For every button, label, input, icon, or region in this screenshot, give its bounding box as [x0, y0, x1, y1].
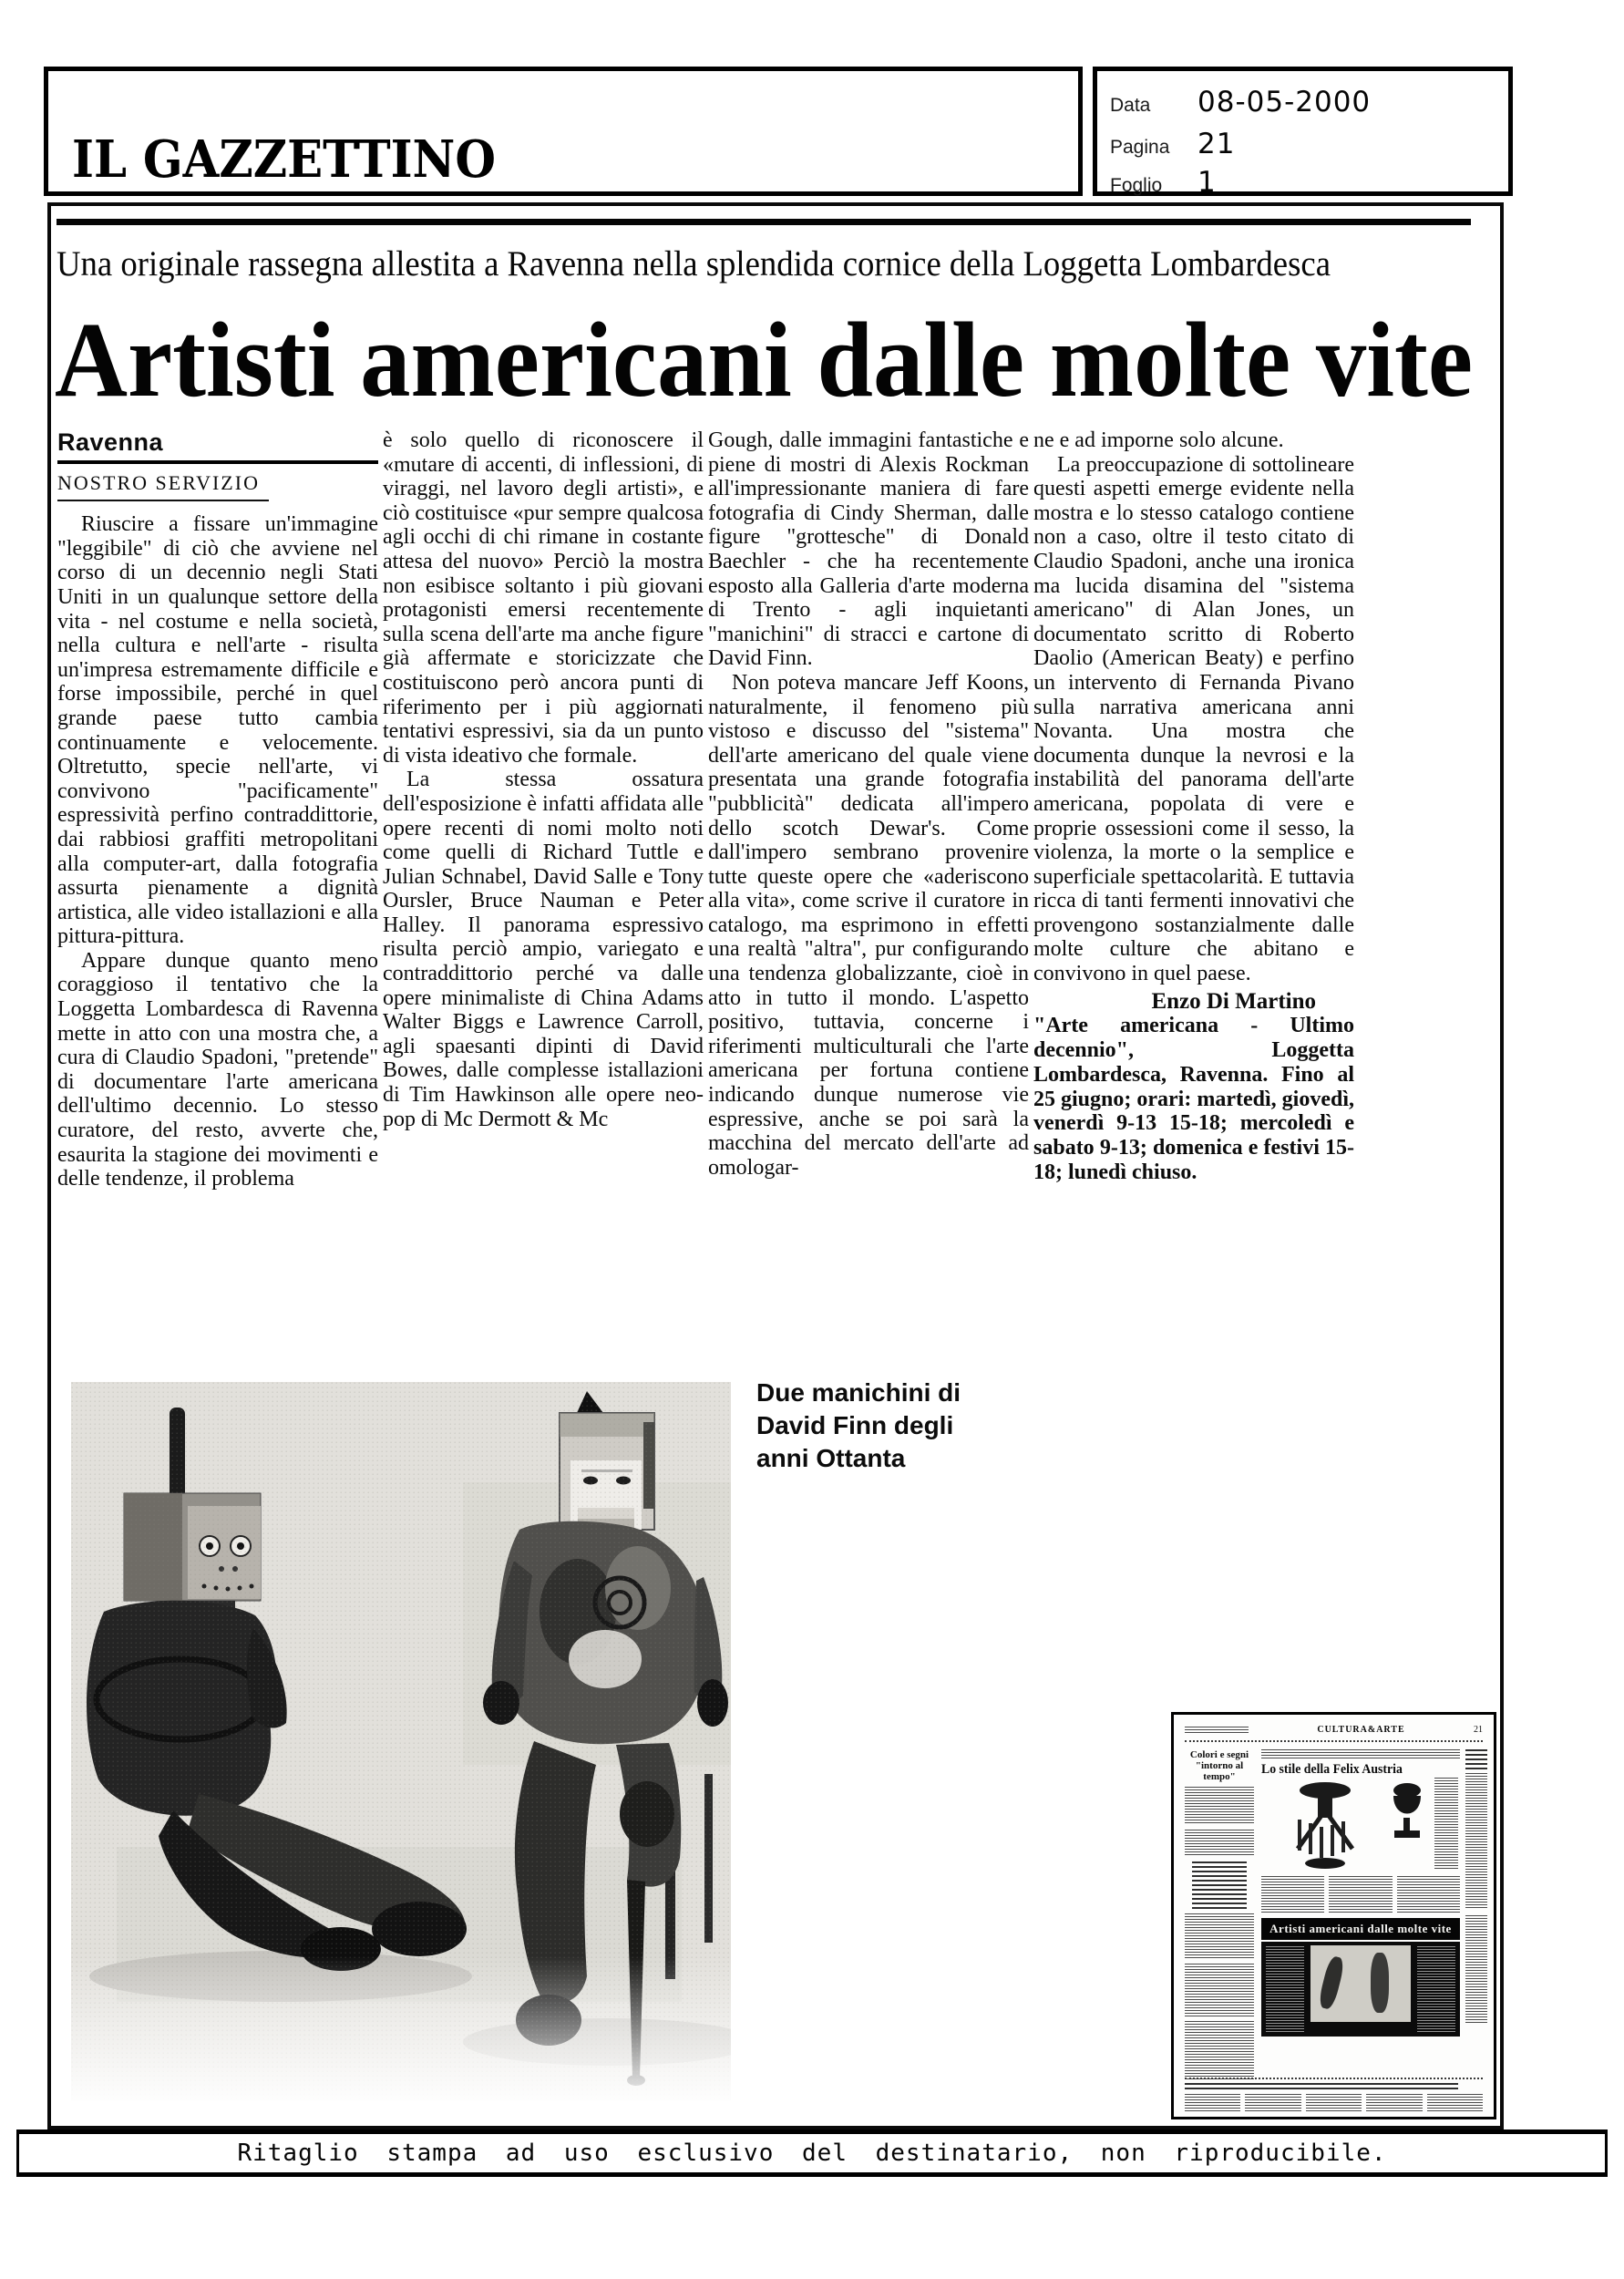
meta-row-data — [1110, 86, 1371, 119]
spacer — [1311, 2024, 1411, 2033]
article-column-1 — [57, 430, 378, 1191]
foglio-label: Foglio — [1110, 175, 1163, 196]
photo-caption — [756, 1377, 1012, 1475]
data-value: 08-05-2000 — [1197, 86, 1372, 119]
text-noise — [1185, 2021, 1254, 2079]
text-noise — [1185, 1964, 1254, 2016]
caption-noise — [1185, 2083, 1458, 2090]
paragraph: La preoccupazione di sottolineare questi aspetti emerge evidente nella mostra e lo stesso catalogo contiene non a caso, oltre il testo citato di Claudio Spadoni, anche una ironica ma lucida disamina del "sistema americano" di Alan Jones, un documentato scritto di Roberto Daolio (American Beaty) e perfino un intervento di Fernanda Pivano sulla narrativa americana anni Novanta. Una mostra che documenta dunque la nevrosi e la instabilità del panorama dell'arte americana, popolata di vere e proprie ossessioni come il sesso, la violenza, la morte o la semplice e superficiale spettacolarità. E tuttavia ricca di tanti fermenti innovativi che provengono sostanzialmente dalle molte culture che abitano e convivono in quel paese. — [1033, 452, 1354, 986]
masthead-box — [44, 67, 1083, 196]
mini-figure — [1317, 1955, 1345, 2011]
thumbnail-page-number: 21 — [1473, 1724, 1483, 1735]
divider — [1185, 1740, 1483, 1742]
text-noise — [1366, 2094, 1422, 2111]
text-noise — [1417, 1946, 1455, 2032]
thumbnail-left-column — [1185, 1749, 1254, 2079]
text-noise — [1465, 1915, 1487, 2025]
text-noise — [1306, 2094, 1362, 2111]
paragraph: Non poteva mancare Jeff Koons, naturalmente, il fenomeno più vistoso e discusso del "sistema" dell'arte americano del quale viene presentata una grande fotografia "pubblicità" dedicata all'impero dello scotch Dewar's. Come dall'impero sembrano provenire tutte queste opere che «aderiscono alla vita», come scrive il curatore in catalogo, ma esprimono in effetti una realtà "altra", pur configurando una tendenza globalizzante, cioè in atto in tutto il mondo. L'aspetto positivo, tuttavia, concerne i riferimenti multiculturali che l'arte americana per fortuna contiene indicando dunque numerose vie espressive, anche se poi sarà la macchina del mercato dell'arte ad omologar- — [708, 670, 1029, 1180]
text-noise — [1465, 1773, 1487, 1910]
text-noise — [1245, 2094, 1300, 2111]
caption-line: anni Ottanta — [756, 1444, 906, 1472]
footer-notice-strip — [16, 2129, 1608, 2177]
text-noise — [1427, 2094, 1483, 2111]
paragraph: Appare dunque quanto meno coraggioso il tentativo che la Loggetta Lombardesca di Ravenna mette in atto con una mostra che, a cura di Claudio Spadoni, "pretende" di documentare l'arte americana dell'ultimo decennio. Lo stesso curatore, del resto, avverte che, esaurita la stagione dei movimenti e delle tendenze, il problema — [57, 948, 378, 1191]
masthead-title: IL GAZZETTINO — [72, 129, 496, 190]
service-rule — [57, 500, 269, 501]
text-noise — [1397, 1876, 1460, 1913]
thumbnail-header — [1185, 1722, 1483, 1737]
paragraph: ne e ad imporne solo alcune. — [1033, 428, 1284, 452]
article-column-2 — [383, 428, 704, 1131]
thumbnail-images-row — [1261, 1778, 1460, 1874]
article-column-4 — [1033, 428, 1354, 1185]
exhibition-info: "Arte americana - Ultimo decennio", Loggetta Lombardesca, Ravenna. Fino al 25 giugno; orari: martedì, giovedì, venerdì 9-13 15-18; mercoledì e sabato 9-13; domenica e festivi 15-18; lunedì chiuso. — [1033, 1014, 1354, 1185]
meta-box — [1093, 67, 1513, 199]
thumbnail-right-column — [1465, 1749, 1487, 2025]
thumbnail-reverse-headline: Artisti americani dalle molte vite — [1261, 1918, 1460, 1940]
text-noise — [1185, 1727, 1249, 1733]
thumbnail-left-headline: Colori e segni "intorno al tempo" — [1189, 1749, 1249, 1782]
caption-line: David Finn degli — [756, 1411, 954, 1439]
thumbnail-main-column — [1261, 1749, 1460, 2037]
chandelier-image — [1287, 1779, 1363, 1872]
page-thumbnail — [1171, 1712, 1496, 2119]
thumbnail-noise-row — [1261, 1876, 1460, 1913]
paragraph: Riuscire a fissare un'immagine "leggibile" di ciò che avviene nel corso di un decennio negli Stati Uniti in un qualunque settore della vita - nel costume e nella società, nella cultura e nell'arte - risulta un'impresa estremamente difficile e forse impossibile, perché in quel grande paese tutto cambia continuamente e velocemente. Oltretutto, specie nell'arte, vi convivono "pacificamente" espressività perfino contraddittorie, dai rabbiosi graffiti metropolitani alla computer-art, dalla fotografia assurta pienamente a dignità artistica, alle video istallazioni e alla pittura-pittura. — [57, 512, 378, 949]
text-noise — [1261, 1749, 1460, 1758]
article-kicker: Una originale rassegna allestita a Ravenna nella splendida cornice della Loggetta Lombardesca — [57, 244, 1331, 284]
pagina-value: 21 — [1197, 128, 1236, 160]
text-noise — [1465, 1749, 1487, 1769]
meta-row-pagina — [1110, 128, 1235, 160]
service-label: NOSTRO SERVIZIO — [57, 470, 260, 494]
article-photo — [71, 1382, 731, 2100]
trophy-image — [1387, 1781, 1429, 1854]
text-noise — [1185, 1913, 1254, 1959]
text-noise — [1329, 1876, 1392, 1913]
article-column-3 — [708, 428, 1029, 1180]
meta-row-foglio — [1110, 166, 1217, 199]
kicker-svg — [57, 239, 1351, 290]
text-noise — [1261, 1876, 1324, 1913]
text-noise — [1185, 1830, 1254, 1857]
text-noise — [1185, 2094, 1240, 2111]
text-noise — [1434, 1778, 1458, 1869]
foglio-value: 1 — [1197, 166, 1217, 199]
article-headline: Artisti americani dalle molte vite — [55, 300, 1473, 419]
top-rule — [57, 219, 1471, 225]
footer-notice: Ritaglio stampa ad uso esclusivo del destinatario, non riproducibile. — [237, 2140, 1387, 2167]
paragraph: La stessa ossatura dell'esposizione è infatti affidata alle opere recenti di nomi molto noti come quelli di Richard Tuttle e Julian Schnabel, David Salle e Tony Oursler, Bruce Nauman e Peter Halley. Il panorama espressivo risulta perciò ampio, variegato e contraddittorio perché va dalle opere minimaliste di China Adams Walter Biggs e Lawrence Carroll, agli spaesanti dipinti di David Bowes, dalle complesse istallazioni di Tim Hawkinson alle opere neo-pop di Mc Dermott & Mc — [383, 768, 704, 1131]
text-noise — [1266, 1946, 1304, 2032]
thumbnail-bottom-noise — [1185, 2094, 1483, 2111]
text-noise — [1185, 1787, 1254, 1825]
caption-line: Due manichini di — [756, 1378, 961, 1407]
masthead-svg — [72, 128, 546, 191]
pagina-label: Pagina — [1110, 137, 1170, 158]
image-noise — [1192, 1861, 1247, 1909]
data-label: Data — [1110, 95, 1151, 116]
headline-svg — [55, 294, 1495, 430]
mini-figure — [1371, 1953, 1389, 2013]
paragraph: è solo quello di riconoscere il «mutare di accenti, di inflessioni, di viraggi, nel lavoro degli artisti», e ciò costituisce «pur sempre qualcosa agli occhi di chi rimane in costante attesa del nuovo» Perciò la mostra non esibisce soltanto i più giovani protagonisti emersi recentemente sulla scena dell'arte ma anche figure già affermate e storicizzate che costituiscono però ancora punti di riferimento per i più aggiornati tentativi espressivi, sia da un punto di vista ideativo che formale. — [383, 428, 704, 768]
location-kicker: Ravenna — [57, 430, 378, 464]
divider — [1185, 2078, 1483, 2079]
thumbnail-section-title: CULTURA&ARTE — [1317, 1724, 1405, 1735]
thumbnail-main-headline: Lo stile della Felix Austria — [1261, 1762, 1403, 1777]
author-byline: Enzo Di Martino — [1151, 988, 1316, 1014]
thumbnail-photo-block — [1261, 1942, 1460, 2037]
thumbnail-photo-inner — [1311, 1945, 1411, 2022]
paragraph: Gough, dalle immagini fantastiche e piene di mostri di Alexis Rockman all'impressionante maniera di fare fotografia di Cindy Sherman, dalle figure "grottesche" di Donald Baechler - che ha recentemente esposto alla Galleria d'arte moderna di Trento - agli inquietanti "manichini" di stracci e cartone di David Finn. — [708, 428, 1029, 671]
